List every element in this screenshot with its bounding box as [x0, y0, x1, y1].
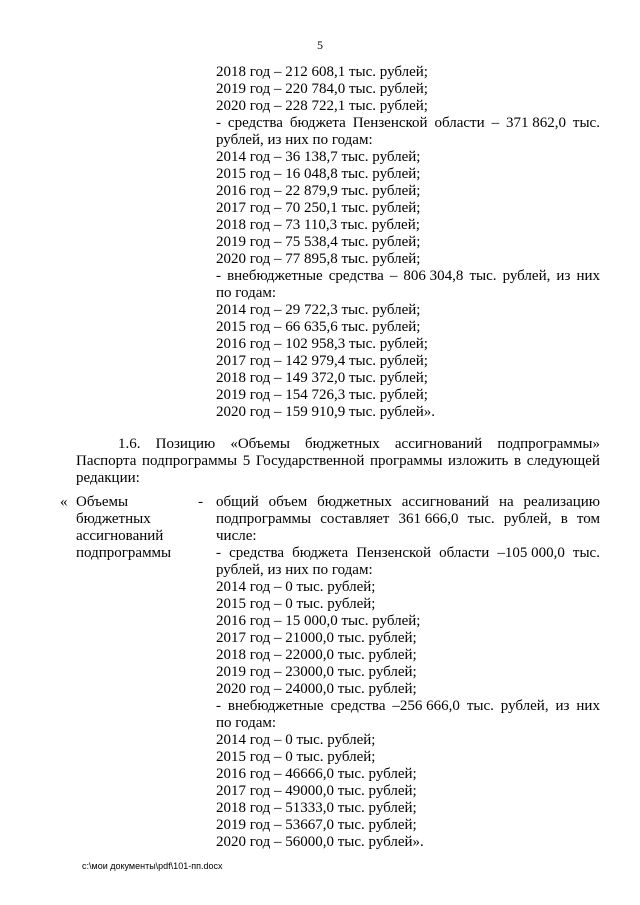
budget-year-line: 2017 год – 142 979,4 тыс. рублей; — [216, 353, 428, 369]
budget-year-line: 2014 год – 36 138,7 тыс. рублей; — [216, 149, 421, 165]
row-label: Объемы — [76, 494, 129, 510]
extra-budget-line: по годам: — [216, 285, 277, 301]
row-label: ассигнований — [76, 528, 164, 544]
label-dash: - — [198, 494, 203, 510]
budget-year-line: 2020 год – 159 910,9 тыс. рублей». — [216, 404, 436, 420]
budget-year-line: 2017 год – 70 250,1 тыс. рублей; — [216, 200, 421, 216]
budget-year-line: 2018 год – 149 372,0 тыс. рублей; — [216, 370, 428, 386]
extra-year-line: 2019 год – 53667,0 тыс. рублей; — [216, 817, 417, 833]
regional-year-line: 2019 год – 23000,0 тыс. рублей; — [216, 664, 417, 680]
open-quote: « — [60, 494, 68, 510]
file-path-footer: c:\мои документы\pdf\101-пп.docx — [82, 861, 223, 871]
extra-year-line: 2014 год – 0 тыс. рублей; — [216, 732, 376, 748]
total-line: числе: — [216, 528, 257, 544]
extra-year-line: 2017 год – 49000,0 тыс. рублей; — [216, 783, 417, 799]
row-label: бюджетных — [76, 511, 151, 527]
extra-line: - внебюджетные средства –256 666,0 тыс. рублей, из них — [216, 698, 600, 714]
budget-year-line: 2018 год – 73 110,3 тыс. рублей; — [216, 217, 420, 233]
budget-year-line: 2016 год – 22 879,9 тыс. рублей; — [216, 183, 421, 199]
extra-year-line: 2015 год – 0 тыс. рублей; — [216, 749, 376, 765]
paragraph-line: 1.6. Позицию «Объемы бюджетных ассигнований подпрограммы» — [118, 436, 600, 452]
regional-year-line: 2017 год – 21000,0 тыс. рублей; — [216, 630, 417, 646]
regional-year-line: 2014 год – 0 тыс. рублей; — [216, 579, 376, 595]
regional-year-line: 2016 год – 15 000,0 тыс. рублей; — [216, 613, 421, 629]
total-line: общий объем бюджетных ассигнований на реализацию — [216, 494, 600, 510]
budget-year-line: 2014 год – 29 722,3 тыс. рублей; — [216, 302, 421, 318]
extra-year-line: 2020 год – 56000,0 тыс. рублей». — [216, 834, 424, 850]
paragraph-line: редакции: — [76, 470, 140, 486]
extra-year-line: 2016 год – 46666,0 тыс. рублей; — [216, 766, 417, 782]
budget-year-line: 2015 год – 66 635,6 тыс. рублей; — [216, 319, 421, 335]
extra-budget-line: - внебюджетные средства – 806 304,8 тыс. рублей, из них — [216, 268, 600, 284]
extra-year-line: 2018 год – 51333,0 тыс. рублей; — [216, 800, 417, 816]
row-label: подпрограммы — [76, 545, 172, 561]
regional-year-line: 2020 год – 24000,0 тыс. рублей; — [216, 681, 417, 697]
paragraph-line: Паспорта подпрограммы 5 Государственной программы изложить в следующей — [76, 453, 600, 469]
budget-year-line: 2020 год – 77 895,8 тыс. рублей; — [216, 251, 421, 267]
budget-year-line: 2019 год – 75 538,4 тыс. рублей; — [216, 234, 421, 250]
budget-year-line: 2018 год – 212 608,1 тыс. рублей; — [216, 64, 428, 80]
regional-line: рублей, из них по годам: — [216, 562, 373, 578]
total-line: подпрограммы составляет 361 666,0 тыс. рублей, в том — [216, 511, 600, 527]
page-number: 5 — [317, 38, 323, 52]
budget-year-line: 2015 год – 16 048,8 тыс. рублей; — [216, 166, 421, 182]
budget-year-line: 2020 год – 228 722,1 тыс. рублей; — [216, 98, 428, 114]
regional-year-line: 2018 год – 22000,0 тыс. рублей; — [216, 647, 417, 663]
budget-year-line: 2016 год – 102 958,3 тыс. рублей; — [216, 336, 428, 352]
regional-line: - средства бюджета Пензенской области –105 000,0 тыс. — [216, 545, 600, 561]
regional-budget-line: - средства бюджета Пензенской области – 371 862,0 тыс. — [216, 115, 600, 131]
budget-year-line: 2019 год – 220 784,0 тыс. рублей; — [216, 81, 428, 97]
regional-year-line: 2015 год – 0 тыс. рублей; — [216, 596, 376, 612]
extra-line: по годам: — [216, 715, 277, 731]
regional-budget-line: рублей, из них по годам: — [216, 132, 373, 148]
budget-year-line: 2019 год – 154 726,3 тыс. рублей; — [216, 387, 428, 403]
